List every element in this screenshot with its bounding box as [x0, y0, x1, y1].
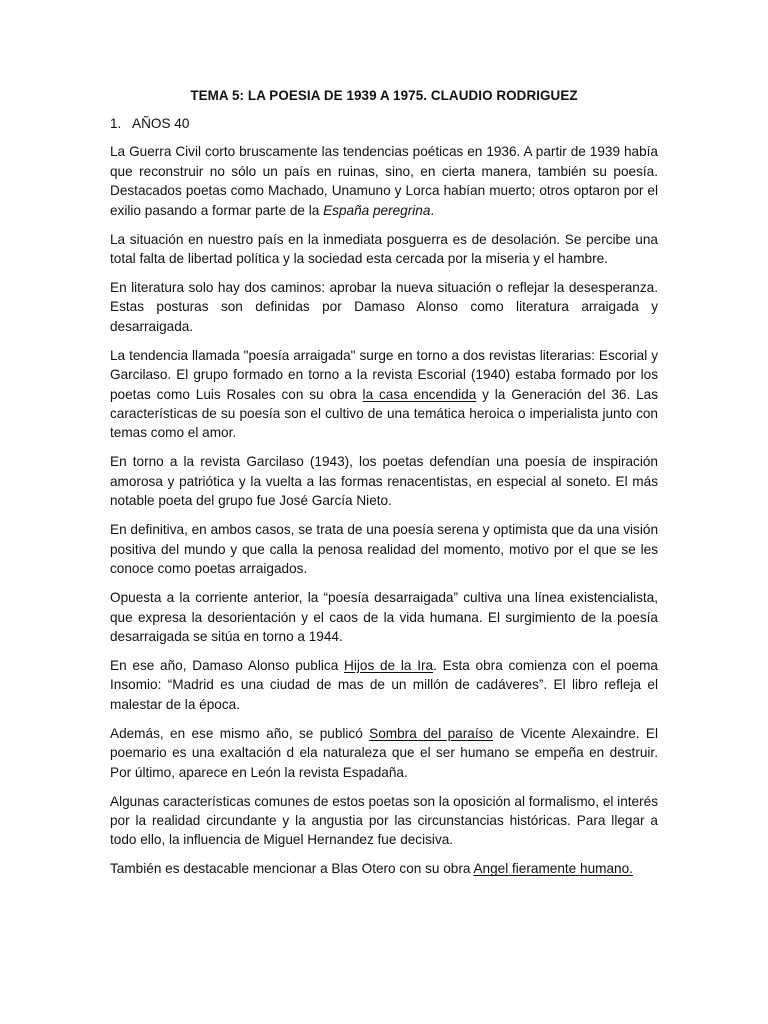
paragraph-text: En ese año, Damaso Alonso publica — [110, 657, 345, 673]
paragraph-text: La Guerra Civil corto bruscamente las tendencias poéticas en 1936. A partir de 1939 había que reconstruir no sólo un país en ruinas, sino, en cierta manera, también su poesía. Destacados poetas como Machado, Unamuno y Lorca habían muerto; otros optaron por el exilio pasando a formar parte de la — [110, 144, 658, 218]
paragraph-text: En torno a la revista Garcilaso (1943), los poetas defendían una poesía de inspiración amorosa y patriótica y la vuelta a las formas renacentistas, en especial al soneto. El más notable poeta del grupo fue José García Nieto. — [110, 454, 658, 509]
underlined-work-title: Angel fieramente humano. — [473, 861, 633, 877]
paragraph-text: de Vicente Alexaindre. El poemario es una exaltación d ela naturaleza que el ser humano se empeña en destruir. Por último, aparece en León la revista Espadaña. — [110, 725, 658, 780]
paragraph-3 — [110, 278, 658, 336]
paragraph-text: . — [430, 202, 435, 218]
paragraph-text: La situación en nuestro país en la inmediata posguerra es de desolación. Se percibe una total falta de libertad política y la sociedad esta cercada por la miseria y el hambre. — [110, 231, 658, 267]
paragraph-5 — [110, 452, 658, 510]
underlined-work-title: la casa encendida — [362, 386, 477, 402]
paragraph-2 — [110, 230, 658, 269]
paragraph-10 — [110, 792, 658, 850]
paragraph-7 — [110, 588, 658, 646]
paragraph-text: Algunas características comunes de estos poetas son la oposición al formalismo, el interés por la realidad circundante y la angustia por las circunstancias históricas. Para llegar a todo ello, la influencia de Miguel Hernandez fue decisiva. — [110, 793, 658, 848]
document-page — [110, 86, 658, 888]
section-number: 1. — [110, 116, 122, 131]
paragraph-text: También es destacable mencionar a Blas Otero con su obra — [110, 861, 474, 877]
paragraph-text: En definitiva, en ambos casos, se trata de una poesía serena y optimista que da una visión positiva del mundo y que calla la penosa realidad del momento, motivo por el que se les conoce como poetas arraigados. — [110, 522, 658, 577]
paragraph-text: En literatura solo hay dos caminos: aprobar la nueva situación o reflejar la desesperanza. Estas posturas son definidas por Damaso Alonso como literatura arraigada y desarraigada. — [110, 280, 658, 334]
paragraph-4 — [110, 346, 658, 443]
underlined-work-title: Sombra del paraíso — [369, 725, 493, 741]
paragraph-11 — [110, 859, 658, 878]
paragraph-6 — [110, 520, 658, 578]
paragraph-text: . Esta obra comienza con el poema Insomio: “Madrid es una ciudad de mas de un millón de cadáveres”. El libro refleja el malestar de la época. — [110, 657, 658, 712]
paragraph-text: La tendencia llamada "poesía arraigada" surge en torno a dos revistas literarias: Escorial y Garcilaso. El grupo formado en torno a la revista Escorial (1940) estaba formado por los poetas como Luis Rosales con su obra — [110, 347, 658, 402]
document-title: TEMA 5: LA POESIA DE 1939 A 1975. CLAUDIO RODRIGUEZ — [190, 88, 578, 103]
paragraph-9 — [110, 724, 658, 782]
paragraph-text: Además, en ese mismo año, se publicó — [110, 725, 370, 741]
paragraph-1 — [110, 142, 658, 220]
section-heading — [110, 114, 658, 133]
paragraph-text: Opuesta a la corriente anterior, la “poesía desarraigada” cultiva una línea existencialista, que expresa la desorientación y el caos de la vida humana. El surgimiento de la poesía desarraigada se sitúa en torno a 1944. — [110, 590, 658, 644]
paragraph-8 — [110, 656, 658, 714]
paragraph-text: y la Generación del 36. Las características de su poesía son el cultivo de una temática heroica o imperialista junto con temas como el amor. — [110, 386, 658, 441]
italic-term: España peregrina — [323, 202, 431, 218]
underlined-work-title: Hijos de la Ira — [344, 657, 434, 673]
section-label: AÑOS 40 — [132, 116, 190, 131]
